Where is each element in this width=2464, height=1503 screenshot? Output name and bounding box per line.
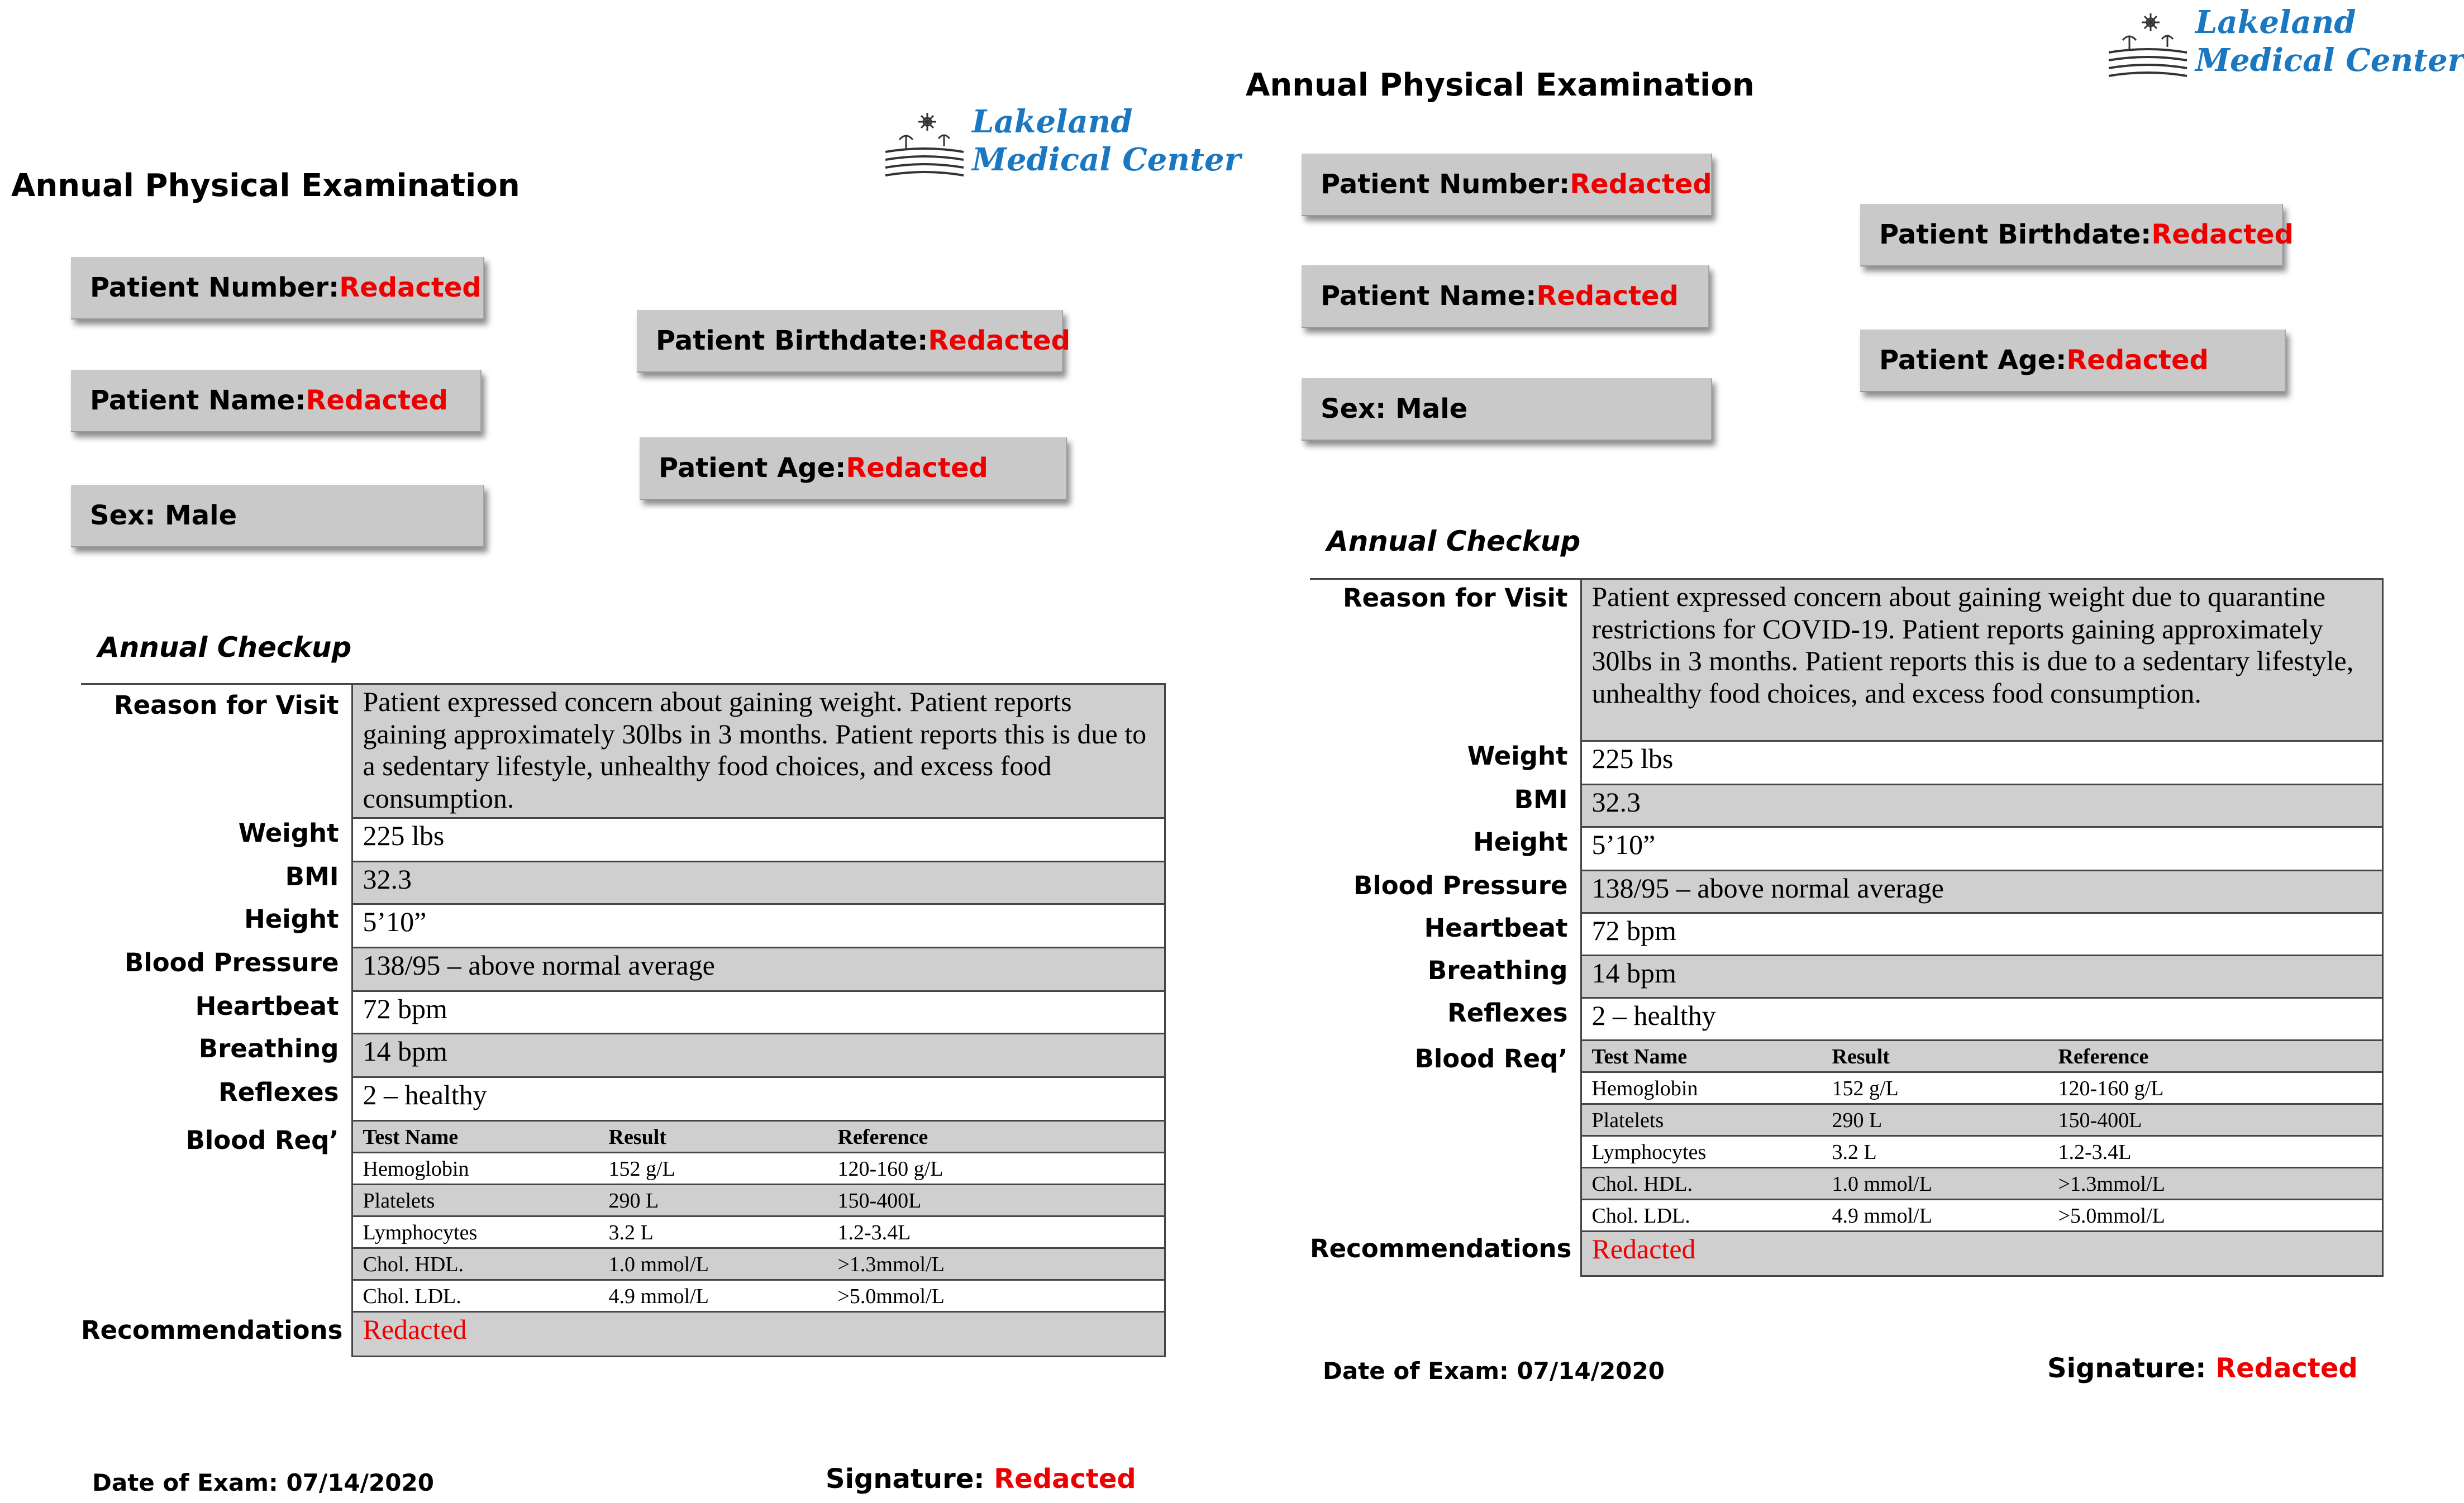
signature-value: Redacted: [994, 1463, 1136, 1495]
reflexes-label: Reflexes: [218, 1077, 339, 1107]
table-row: [81, 1121, 1165, 1312]
table-row: [81, 1034, 1165, 1077]
lab-reference: 1.2-3.4L: [828, 1216, 1164, 1248]
table-row: [1310, 1232, 2382, 1276]
signature-value: Redacted: [2215, 1353, 2358, 1384]
date-of-exam: Date of Exam: 07/14/2020: [92, 1469, 434, 1496]
height-value: 5’10”: [1581, 827, 2382, 871]
lab-header-test: Test Name: [353, 1122, 599, 1153]
lab-row: [1582, 1104, 2382, 1136]
landscape-logo-icon: [883, 112, 966, 179]
sex-field: Sex: Male: [1302, 378, 1712, 441]
patient-name-value: Redacted: [1536, 280, 1679, 312]
lab-header-row: [353, 1122, 1164, 1153]
reason-label: Reason for Visit: [81, 684, 352, 818]
table-row: [81, 904, 1165, 948]
weight-value: 225 lbs: [352, 818, 1165, 862]
checkup-table: [81, 683, 1166, 1357]
lab-result: 152 g/L: [1822, 1072, 2048, 1104]
lab-test-name: Chol. HDL.: [353, 1248, 599, 1280]
table-row: [1310, 785, 2382, 827]
recommendations-value: Redacted: [1581, 1232, 2382, 1276]
breathing-label: Breathing: [198, 1033, 339, 1063]
clinic-logo: [883, 103, 1241, 195]
lab-reference: 120-160 g/L: [2048, 1072, 2382, 1104]
table-row: [81, 948, 1165, 991]
lab-row: [353, 1153, 1164, 1185]
table-row: [81, 1077, 1165, 1121]
blood-pressure-label: Blood Pressure: [125, 947, 339, 977]
breathing-label: Breathing: [1427, 955, 1568, 985]
weight-value: 225 lbs: [1581, 741, 2382, 785]
table-row: [81, 1312, 1165, 1357]
table-row: [81, 991, 1165, 1034]
lab-header-test: Test Name: [1582, 1041, 1822, 1072]
table-row: [1310, 741, 2382, 785]
patient-age-value: Redacted: [846, 452, 988, 484]
blood-pressure-label: Blood Pressure: [1353, 870, 1568, 900]
patient-number-value: Redacted: [1570, 169, 1712, 200]
lab-test-name: Platelets: [353, 1185, 599, 1216]
lab-reference: 150-400L: [828, 1185, 1164, 1216]
patient-age-value: Redacted: [2066, 345, 2209, 376]
reflexes-value: 2 – healthy: [352, 1077, 1165, 1121]
page-title: Annual Physical Examination: [1246, 67, 1755, 103]
patient-number-value: Redacted: [339, 272, 482, 303]
lab-row: [353, 1185, 1164, 1216]
lab-result: 1.0 mmol/L: [1822, 1168, 2048, 1200]
lab-test-name: Chol. LDL.: [1582, 1200, 1822, 1231]
lab-test-name: Lymphocytes: [353, 1216, 599, 1248]
blood-tests-table: [353, 1122, 1164, 1311]
lab-reference: >5.0mmol/L: [2048, 1200, 2382, 1231]
lab-header-row: [1582, 1041, 2382, 1072]
reason-label: Reason for Visit: [1310, 579, 1581, 741]
blood-pressure-value: 138/95 – above normal average: [1581, 871, 2382, 913]
heartbeat-value: 72 bpm: [1581, 913, 2382, 956]
lab-header-result: Result: [1822, 1041, 2048, 1072]
lab-test-name: Lymphocytes: [1582, 1136, 1822, 1168]
height-label: Height: [244, 904, 339, 934]
section-title: Annual Checkup: [98, 631, 352, 664]
lab-reference: >1.3mmol/L: [828, 1248, 1164, 1280]
patient-birthdate-field: Patient Birthdate: Redacted: [1860, 204, 2283, 266]
date-of-exam: Date of Exam: 07/14/2020: [1323, 1357, 1665, 1385]
lab-result: 152 g/L: [599, 1153, 828, 1185]
lab-result: 3.2 L: [599, 1216, 828, 1248]
sex-field: Sex: Male: [71, 485, 484, 547]
logo-line2: Medical Center: [2195, 42, 2464, 79]
heartbeat-label: Heartbeat: [195, 991, 339, 1021]
bmi-value: 32.3: [352, 862, 1165, 904]
patient-number-field: Patient Number: Redacted: [71, 257, 484, 319]
lab-result: 4.9 mmol/L: [1822, 1200, 2048, 1231]
signature: Signature: Redacted: [826, 1463, 1136, 1495]
recommendations-label: Recommendations: [1310, 1233, 1572, 1263]
lab-row: [353, 1280, 1164, 1311]
height-value: 5’10”: [352, 904, 1165, 948]
table-row: [1310, 913, 2382, 956]
blood-pressure-value: 138/95 – above normal average: [352, 948, 1165, 991]
patient-name-value: Redacted: [306, 385, 448, 416]
lab-result: 290 L: [1822, 1104, 2048, 1136]
reflexes-value: 2 – healthy: [1581, 998, 2382, 1041]
table-row: [1310, 827, 2382, 871]
page-title: Annual Physical Examination: [11, 168, 520, 204]
table-row: [1310, 956, 2382, 998]
lab-row: [353, 1216, 1164, 1248]
height-label: Height: [1473, 827, 1568, 857]
lab-test-name: Hemoglobin: [353, 1153, 599, 1185]
patient-birthdate-value: Redacted: [928, 325, 1070, 356]
lab-header-reference: Reference: [2048, 1041, 2382, 1072]
reason-value: Patient expressed concern about gaining weight due to quarantine restrictions for COVID-19. Patient reports gaining approximately 30lbs in 3 months. Patient reports this is due to a sedentary lifestyle, unhealthy food choices, and excess food consumption.: [1581, 579, 2382, 741]
lab-result: 4.9 mmol/L: [599, 1280, 828, 1311]
lab-reference: 1.2-3.4L: [2048, 1136, 2382, 1168]
lab-row: [1582, 1136, 2382, 1168]
table-row: [81, 862, 1165, 904]
table-row: [81, 684, 1165, 818]
lab-row: [353, 1248, 1164, 1280]
lab-test-name: Chol. HDL.: [1582, 1168, 1822, 1200]
signature: Signature: Redacted: [2047, 1353, 2358, 1384]
heartbeat-value: 72 bpm: [352, 991, 1165, 1034]
logo-line2: Medical Center: [972, 141, 1241, 178]
patient-age-field: Patient Age: Redacted: [1860, 330, 2286, 392]
section-title: Annual Checkup: [1327, 525, 1581, 557]
lab-row: [1582, 1200, 2382, 1231]
lab-test-name: Platelets: [1582, 1104, 1822, 1136]
bmi-value: 32.3: [1581, 785, 2382, 827]
breathing-value: 14 bpm: [1581, 956, 2382, 998]
lab-reference: >1.3mmol/L: [2048, 1168, 2382, 1200]
lab-reference: 120-160 g/L: [828, 1153, 1164, 1185]
lab-row: [1582, 1168, 2382, 1200]
clinic-logo: [2106, 4, 2464, 96]
blood-req-label: Blood Req’: [185, 1125, 339, 1155]
patient-number-field: Patient Number: Redacted: [1302, 154, 1712, 216]
landscape-logo-icon: [2106, 12, 2190, 79]
table-row: [1310, 998, 2382, 1041]
blood-tests-cell: [1581, 1041, 2382, 1232]
lab-header-result: Result: [599, 1122, 828, 1153]
patient-name-field: Patient Name: Redacted: [1302, 265, 1709, 328]
table-row: [1310, 871, 2382, 913]
reflexes-label: Reflexes: [1447, 998, 1568, 1028]
logo-line1: Lakeland: [2195, 4, 2356, 41]
lab-result: 3.2 L: [1822, 1136, 2048, 1168]
checkup-table: [1310, 578, 2384, 1277]
patient-age-field: Patient Age: Redacted: [640, 437, 1067, 500]
logo-line1: Lakeland: [972, 103, 1133, 140]
lab-result: 290 L: [599, 1185, 828, 1216]
lab-reference: >5.0mmol/L: [828, 1280, 1164, 1311]
lab-header-reference: Reference: [828, 1122, 1164, 1153]
lab-test-name: Chol. LDL.: [353, 1280, 599, 1311]
bmi-label: BMI: [1514, 784, 1568, 814]
blood-tests-cell: [352, 1121, 1165, 1312]
lab-test-name: Hemoglobin: [1582, 1072, 1822, 1104]
exam-form-right: [1229, 0, 2464, 1503]
lab-result: 1.0 mmol/L: [599, 1248, 828, 1280]
weight-label: Weight: [1467, 741, 1568, 771]
bmi-label: BMI: [285, 861, 339, 891]
lab-reference: 150-400L: [2048, 1104, 2382, 1136]
blood-tests-table: [1582, 1041, 2382, 1230]
blood-req-label: Blood Req’: [1414, 1043, 1568, 1073]
recommendations-value: Redacted: [352, 1312, 1165, 1357]
patient-birthdate-field: Patient Birthdate: Redacted: [637, 310, 1063, 373]
patient-birthdate-value: Redacted: [2151, 219, 2294, 250]
heartbeat-label: Heartbeat: [1424, 913, 1568, 943]
recommendations-label: Recommendations: [81, 1315, 343, 1345]
table-row: [1310, 1041, 2382, 1232]
patient-name-field: Patient Name: Redacted: [71, 370, 482, 432]
table-row: [81, 818, 1165, 862]
breathing-value: 14 bpm: [352, 1034, 1165, 1077]
lab-row: [1582, 1072, 2382, 1104]
weight-label: Weight: [238, 818, 339, 848]
reason-value: Patient expressed concern about gaining weight. Patient reports gaining approximately 30lbs in 3 months. Patient reports this is due to a sedentary lifestyle, unhealthy food choices, and excess food consumption.: [352, 684, 1165, 818]
table-row: [1310, 579, 2382, 741]
